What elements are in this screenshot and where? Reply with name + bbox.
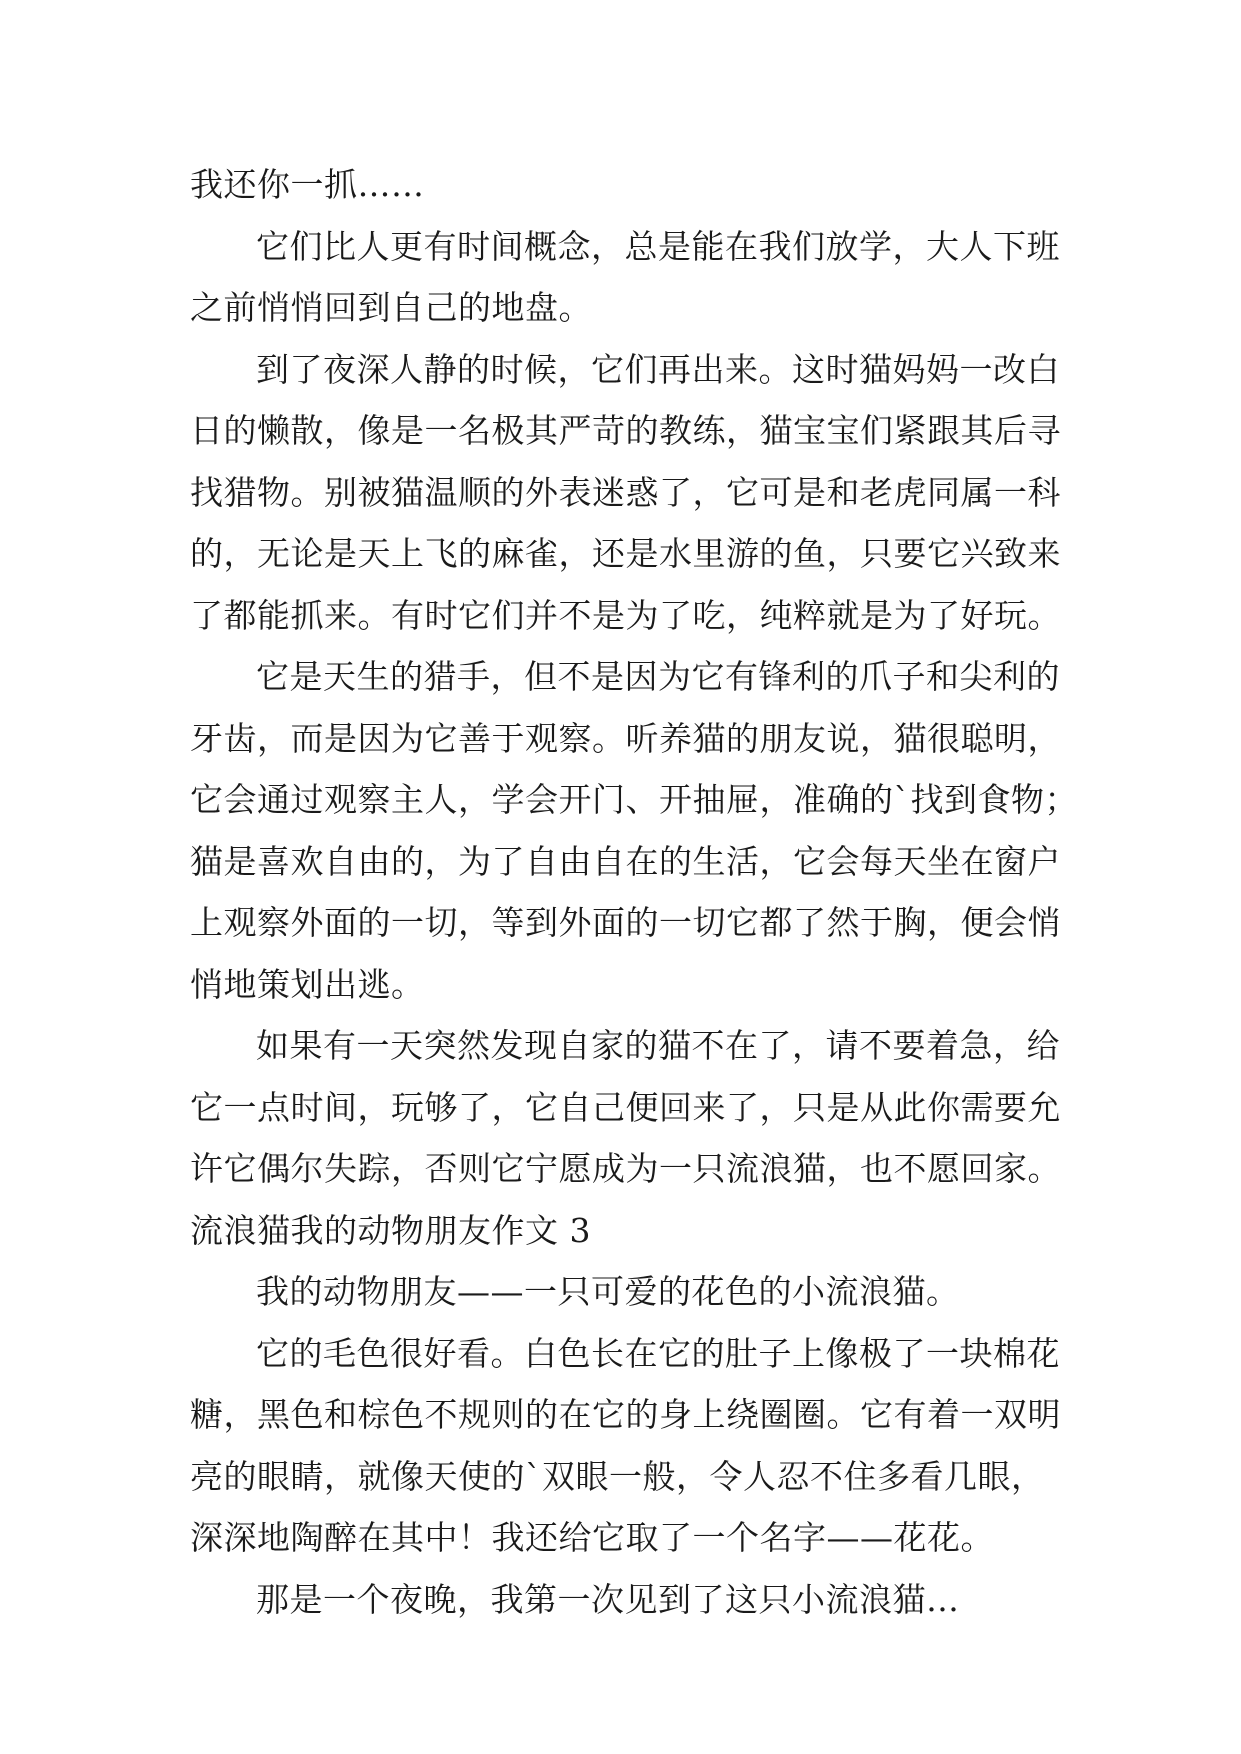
text-line: 的，无论是天上飞的麻雀，还是水里游的鱼，只要它兴致来 bbox=[190, 534, 1061, 573]
essay-text bbox=[190, 154, 1078, 1630]
section-heading: 流浪猫我的动物朋友作文 3 bbox=[190, 1210, 591, 1250]
text-line: 那是一个夜晚，我第一次见到了这只小流浪猫… bbox=[256, 1579, 960, 1619]
text-line: 它一点时间，玩够了，它自己便回来了，只是从此你需要允 bbox=[190, 1087, 1061, 1127]
text-line: 亮的眼睛，就像天使的`双眼一般，令人忍不住多看几眼， bbox=[190, 1456, 1045, 1496]
text-line: 猫是喜欢自由的，为了自由自在的生活，它会每天坐在窗户 bbox=[190, 841, 1061, 881]
text-line: 许它偶尔失踪，否则它宁愿成为一只流浪猫，也不愿回家。 bbox=[190, 1149, 1061, 1188]
text-line: 了都能抓来。有时它们并不是为了吃，纯粹就是为了好玩。 bbox=[190, 595, 1061, 635]
text-line: 我还你一抓…… bbox=[190, 165, 425, 204]
text-line: 牙齿，而是因为它善于观察。听养猫的朋友说，猫很聪明， bbox=[190, 718, 1061, 758]
text-line: 如果有一天突然发现自家的猫不在了，请不要着急，给 bbox=[256, 1026, 1060, 1065]
text-line: 它会通过观察主人，学会开门、开抽屉，准确的`找到食物； bbox=[190, 780, 1078, 819]
text-line: 找猎物。别被猫温顺的外表迷惑了，它可是和老虎同属一科 bbox=[190, 472, 1061, 512]
text-line: 到了夜深人静的时候，它们再出来。这时猫妈妈一改白 bbox=[256, 349, 1060, 389]
text-line: 日的懒散，像是一名极其严苛的教练，猫宝宝们紧跟其后寻 bbox=[190, 411, 1061, 450]
text-line: 糖，黑色和棕色不规则的在它的身上绕圈圈。它有着一双明 bbox=[190, 1395, 1061, 1434]
text-line: 它们比人更有时间概念，总是能在我们放学，大人下班 bbox=[256, 226, 1060, 266]
text-line: 它的毛色很好看。白色长在它的肚子上像极了一块棉花 bbox=[256, 1333, 1060, 1373]
text-line: 上观察外面的一切，等到外面的一切它都了然于胸，便会悄 bbox=[190, 903, 1061, 942]
text-line: 我的动物朋友——一只可爱的花色的小流浪猫。 bbox=[256, 1272, 960, 1311]
text-line: 深深地陶醉在其中！我还给它取了一个名字——花花。 bbox=[190, 1518, 994, 1557]
text-line: 它是天生的猎手，但不是因为它有锋利的爪子和尖利的 bbox=[256, 657, 1060, 696]
text-line: 之前悄悄回到自己的地盘。 bbox=[190, 288, 592, 327]
text-line: 悄地策划出逃。 bbox=[190, 964, 425, 1004]
